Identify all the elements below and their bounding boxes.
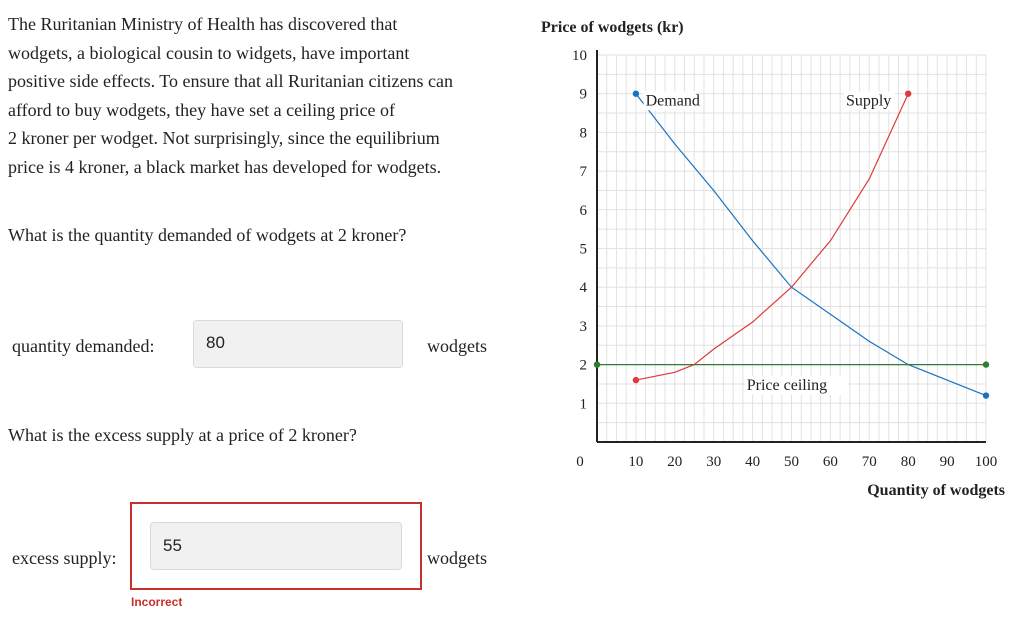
quantity-demanded-unit: wodgets <box>427 336 487 356</box>
price-ceiling-endpoint <box>594 361 600 367</box>
problem-line: price is 4 kroner, a black market has developed for wodgets. <box>8 156 442 177</box>
quantity-demanded-label: quantity demanded: <box>12 336 155 356</box>
y-axis-title: Price of wodgets (kr) <box>541 19 684 36</box>
problem-line: The Ruritanian Ministry of Health has discovered that <box>8 14 398 34</box>
incorrect-feedback: Incorrect <box>131 595 183 609</box>
problem-line: wodgets, a biological cousin to widgets, have important <box>8 42 410 63</box>
problem-statement <box>8 10 508 181</box>
x-tick-label: 90 <box>939 454 955 470</box>
excess-supply-label: excess supply: <box>12 548 117 568</box>
x-tick-label: 10 <box>628 454 644 470</box>
x-tick-label: 70 <box>861 454 877 470</box>
supply-demand-chart <box>530 0 1024 510</box>
x-tick-label: 20 <box>667 454 683 470</box>
excess-supply-input[interactable]: 55 <box>150 522 402 570</box>
y-tick-label: 4 <box>579 280 587 297</box>
y-tick-label: 7 <box>579 164 587 181</box>
y-tick-label: 5 <box>579 241 587 258</box>
supply-endpoint <box>633 377 639 383</box>
question-2-prompt: What is the excess supply at a price of 2 kroner? <box>8 425 357 445</box>
x-axis-title: Quantity of wodgets <box>867 482 1005 499</box>
y-tick-label: 9 <box>579 86 587 103</box>
question-1-prompt: What is the quantity demanded of wodgets at 2 kroner? <box>8 225 407 245</box>
x-tick-label: 50 <box>784 454 799 470</box>
supply-label: Supply <box>845 92 892 110</box>
x-tick-label: 40 <box>745 454 761 470</box>
price-ceiling-endpoint <box>983 361 989 367</box>
quantity-demanded-input[interactable]: 80 <box>193 320 403 368</box>
x-tick-label: 80 <box>900 454 916 470</box>
y-tick-label: 2 <box>579 357 587 374</box>
problem-line: positive side effects. To ensure that all Ruritanian citizens can <box>8 71 453 91</box>
x-tick-label: 60 <box>822 454 838 470</box>
demand-label: Demand <box>645 92 700 110</box>
demand-endpoint <box>633 91 639 97</box>
y-tick-label: 6 <box>579 202 587 219</box>
demand-endpoint <box>983 392 989 398</box>
excess-supply-unit: wodgets <box>427 548 487 568</box>
price-ceiling-label: Price ceiling <box>746 376 828 394</box>
supply-endpoint <box>905 91 911 97</box>
y-tick-label: 8 <box>579 125 587 142</box>
problem-line: 2 kroner per wodget. Not surprisingly, since the equilibrium <box>8 128 440 148</box>
x-tick-label: 30 <box>706 454 722 470</box>
y-tick-label: 3 <box>579 318 587 335</box>
problem-line: afford to buy wodgets, they have set a ceiling price of <box>8 99 396 120</box>
x-tick-label: 100 <box>974 454 998 470</box>
y-tick-label: 1 <box>579 396 587 413</box>
y-tick-label: 10 <box>572 48 587 64</box>
x-tick-label: 0 <box>576 454 584 470</box>
